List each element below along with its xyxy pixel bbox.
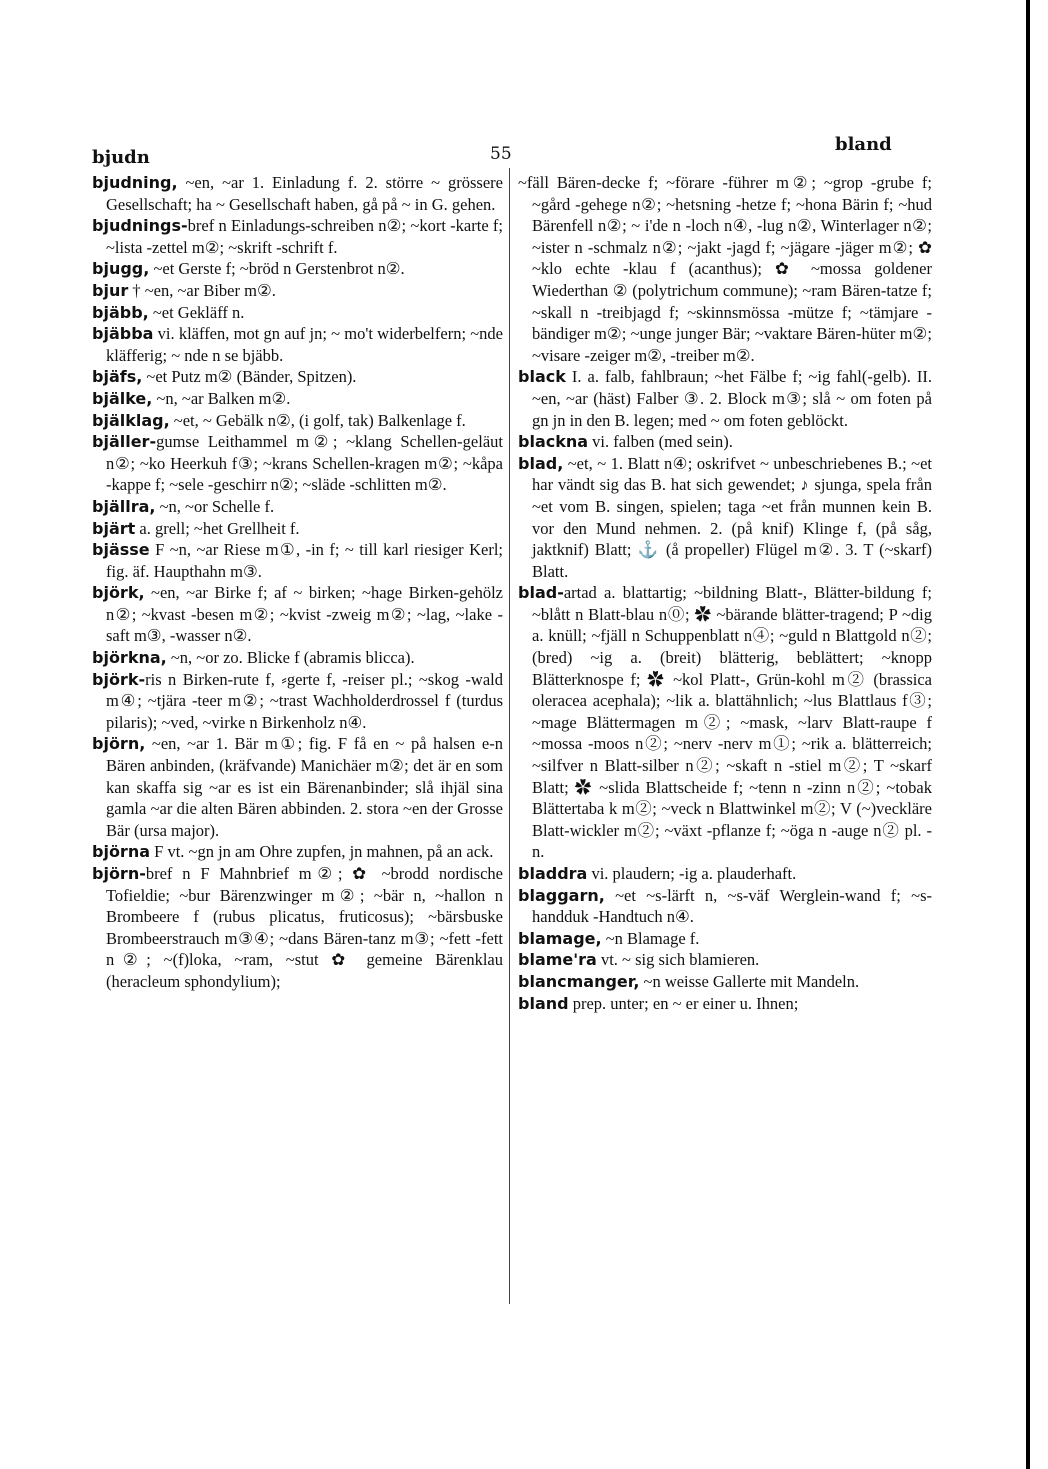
entry-headword: bjässe bbox=[92, 540, 150, 560]
entry-headword: bjur bbox=[92, 280, 129, 300]
dictionary-entry bbox=[518, 172, 932, 366]
entry-definition: artad a. blattartig; ~bildning Blatt-, Blätter-bildung f; ~blått n Blatt-blau n⓪; ✿ ~bärande blätter-tragend; P ~dig a. knüll; ~fjäll n Schuppenblatt n④; ~guld n Blattgold n②; (bred) ~ig a. (breit) blätterig, beblättert; ~knopp Blätterknospe f; ✿ ~kol Platt-, Grün-kohl m② (brassica oleracea acephala); ~lik a. blattähnlich; ~lus Blattlaus f③; ~mage Blättermagen m②; ~mask, ~larv Blatt-raupe f ~mossa -moos n②; ~nerv -nerv m①; ~rik a. blätterreich; ~silfver n Blatt-silber n②; ~skaft n -stiel m②; T ~skarf Blatt; ✿ ~slida Blattscheide f; ~tenn n -zinn n②; ~tobak Blättertaba k m②; ~veck n Blattwinkel m②; V (~)veckläre Blatt-wickler m②; ~växt -pflanze f; ~öga n -auge n② pl. -n. bbox=[532, 583, 932, 862]
dictionary-entry bbox=[92, 215, 503, 258]
entry-headword: bjäbb, bbox=[92, 302, 149, 322]
entry-definition: ~et ~s-lärft n, ~s-väf Werglein-wand f; ~s-handduk -Handtuch n④. bbox=[532, 885, 932, 927]
dictionary-entry bbox=[518, 431, 932, 453]
entry-headword: blaggarn, bbox=[518, 885, 605, 905]
right-guide-word: bland bbox=[835, 134, 892, 155]
dictionary-entry bbox=[92, 669, 503, 734]
entry-headword: blackna bbox=[518, 432, 589, 452]
page-number: 55 bbox=[490, 144, 512, 164]
entry-headword: blad- bbox=[518, 583, 564, 603]
entry-headword: blamage, bbox=[518, 928, 602, 948]
entry-definition: a. grell; ~het Grellheit f. bbox=[135, 518, 300, 538]
entry-headword: bjäfs, bbox=[92, 367, 143, 387]
dictionary-entry bbox=[92, 496, 503, 518]
entry-headword: björkna, bbox=[92, 648, 167, 668]
dictionary-entry bbox=[92, 366, 503, 388]
entry-headword: black bbox=[518, 367, 566, 387]
dictionary-entry bbox=[518, 971, 932, 993]
entry-definition: gumse Leithammel m②; ~klang Schellen-geläut n②; ~ko Heerkuh f③; ~krans Schellen-kragen m②; ~kåpa -kappe f; ~sele -geschirr n②; ~släde -schlitten m②. bbox=[106, 432, 503, 495]
entry-definition: F vt. ~gn jn am Ohre zupfen, jn mahnen, på an ack. bbox=[150, 842, 494, 862]
dictionary-entry bbox=[518, 928, 932, 950]
entry-headword: bjugg, bbox=[92, 259, 150, 279]
dictionary-entry bbox=[92, 410, 503, 432]
dictionary-entry bbox=[92, 647, 503, 669]
entry-headword: blancmanger, bbox=[518, 971, 640, 991]
entry-definition: ~fäll Bären-decke f; ~förare -führer m②; ~grop -grube f; ~gård -gehege n②; ~hetsning -hetze f; ~hona Bärin f; ~hud Bärenfell n②; ~ i'de n -loch n④, -lug n②, Winterlager n②; ~ister n -schmalz n②; ~jakt -jagd f; ~jägare -jäger m②; ✿ ~klo echte -klau f (acanthus); ✿ ~mossa goldener Wiederthan ② (polytrichum commune); ~ram Bären-tatze f; ~skall n -treibjagd f; ~skinnsmössa -mütze f; ~tämjare -bändiger m②; ~unge junger Bär; ~vaktare Bären-hüter m②; ~visare -zeiger m②, -treiber m②. bbox=[518, 173, 932, 365]
entry-definition: ~et Putz m② (Bänder, Spitzen). bbox=[142, 367, 357, 387]
entry-headword: bjäbba bbox=[92, 324, 154, 344]
entry-definition: ~et Gekläff n. bbox=[148, 302, 245, 322]
dictionary-entry bbox=[92, 302, 503, 324]
right-column bbox=[518, 172, 932, 1014]
entry-definition: vi. kläffen, mot gn auf jn; ~ mo't widerbelfern; ~nde kläfferig; ~ nde n se bjäbb. bbox=[106, 324, 503, 365]
dictionary-entry bbox=[92, 863, 503, 993]
dictionary-entry bbox=[518, 582, 932, 863]
entry-headword: bjärt bbox=[92, 518, 136, 538]
entry-definition: ~et Gerste f; ~bröd n Gerstenbrot n②. bbox=[149, 259, 405, 279]
dictionary-entry bbox=[92, 582, 503, 647]
entry-headword: bjälklag, bbox=[92, 410, 170, 430]
dictionary-entry bbox=[92, 431, 503, 496]
entry-definition: ~et, ~ 1. Blatt n④; oskrifvet ~ unbeschriebenes B.; ~et har vändt sig das B. hat sich gewendet; ♪ sjunga, spela från ~et vom B. singen, spielen; taga ~et från munnen kein B. vor den Mund nehmen. 2. (på knif) Klinge f, (på såg, jaktknif) Blatt; ⚓ (å propeller) Flügel m②. 3. T (~skarf) Blatt. bbox=[532, 453, 932, 581]
left-column bbox=[92, 172, 503, 993]
dictionary-entry bbox=[92, 841, 503, 863]
entry-definition: ~en, ~ar Birke f; af ~ birken; ~hage Birken-gehölz n②; ~kvast -besen m②; ~kvist -zweig m②; ~lag, ~lake -saft m③, -wasser n②. bbox=[106, 583, 503, 646]
dictionary-entry bbox=[518, 993, 932, 1015]
dictionary-entry bbox=[92, 323, 503, 366]
entry-definition: vt. ~ sig sich blamieren. bbox=[596, 950, 760, 970]
dictionary-entry bbox=[518, 885, 932, 928]
entry-definition: vi. plaudern; -ig a. plauderhaft. bbox=[587, 864, 797, 883]
entry-definition: I. a. falb, fahlbraun; ~het Fälbe f; ~ig fahl(-gelb). II. ~en, ~ar (häst) Falber ③. 2. Block m③; slå ~ om foten på gn jn in den B. legen; med ~ om foten geblöckt. bbox=[532, 367, 932, 430]
dictionary-entry bbox=[92, 280, 503, 302]
entry-definition: ~n, ~or Schelle f. bbox=[155, 496, 275, 516]
entry-headword: björn- bbox=[92, 864, 146, 883]
entry-definition: ~en, ~ar 1. Bär m①; fig. F få en ~ på halsen e-n Bären anbinden, (kräfvande) Manichäer m②; det är en som kan skaffa sig ~ar es ist ein Bärenanbinder; slå ihjäl sina gamla ~ar die alten Bären abbinden. 2. stora ~en der Grosse Bär (ursa major). bbox=[106, 734, 503, 840]
entry-headword: bjäller- bbox=[92, 432, 157, 452]
entry-headword: bjälke, bbox=[92, 388, 153, 408]
dictionary-entry bbox=[92, 518, 503, 540]
entry-definition: ~et, ~ Gebälk n②, (i golf, tak) Balkenlage f. bbox=[169, 410, 466, 430]
entry-headword: björn, bbox=[92, 734, 146, 754]
dictionary-entry bbox=[518, 366, 932, 431]
dictionary-entry bbox=[518, 949, 932, 971]
left-guide-word: bjudn bbox=[92, 147, 150, 168]
entry-definition: † ~en, ~ar Biber m②. bbox=[128, 280, 276, 300]
entry-definition: ~n weisse Gallerte mit Mandeln. bbox=[639, 971, 860, 991]
entry-headword: björna bbox=[92, 842, 151, 862]
entry-headword: bland bbox=[518, 993, 569, 1013]
entry-definition: vi. falben (med sein). bbox=[588, 432, 733, 452]
entry-headword: blame'ra bbox=[518, 950, 597, 970]
page-edge-border bbox=[1026, 0, 1030, 1469]
entry-definition: ~n Blamage f. bbox=[601, 928, 700, 948]
entry-definition: prep. unter; en ~ er einer u. Ihnen; bbox=[568, 993, 799, 1013]
entry-headword: bjudnings- bbox=[92, 216, 188, 236]
entry-definition: ~n, ~or zo. Blicke f (abramis blicca). bbox=[166, 648, 415, 668]
entry-headword: blad, bbox=[518, 453, 564, 473]
dictionary-entry bbox=[92, 539, 503, 582]
entry-definition: ~en, ~ar 1. Einladung f. 2. större ~ grössere Gesellschaft; ha ~ Gesellschaft haben, gå på ~ in G. gehen. bbox=[106, 173, 503, 214]
dictionary-entry bbox=[518, 453, 932, 583]
dictionary-entry bbox=[92, 733, 503, 841]
entry-headword: bjudning, bbox=[92, 173, 178, 192]
entry-headword: björk, bbox=[92, 583, 145, 603]
entry-definition: bref n F Mahnbrief m②; ✿ ~brodd nordische Tofieldie; ~bur Bärenzwinger m②; ~bär n, ~hallon n Brombeere f (rubus plicatus, fruticosus); ~bärsbuske Brombeerstrauch m③④; ~dans Bären-tanz m③; ~fett -fett n②; ~(f)loka, ~ram, ~stut ✿ gemeine Bärenklau (heracleum sphondylium); bbox=[106, 864, 503, 991]
entry-headword: björk- bbox=[92, 669, 146, 689]
entry-headword: bjällra, bbox=[92, 496, 156, 516]
dictionary-entry bbox=[92, 258, 503, 280]
entry-definition: bref n Einladungs-schreiben n②; ~kort -karte f; ~lista -zettel m②; ~skrift -schrift f. bbox=[106, 216, 503, 257]
dictionary-entry bbox=[92, 172, 503, 215]
column-divider bbox=[509, 168, 510, 1304]
dictionary-entry bbox=[518, 863, 932, 885]
entry-definition: ris n Birken-rute f, ⸗gerte f, -reiser pl.; ~skog -wald m④; ~tjära -teer m②; ~trast Wachholderdrossel f (turdus pilaris); ~ved, ~virke n Birkenholz n④. bbox=[106, 669, 503, 732]
dictionary-entry bbox=[92, 388, 503, 410]
entry-headword: bladdra bbox=[518, 864, 588, 883]
entry-definition: ~n, ~ar Balken m②. bbox=[152, 388, 291, 408]
entry-definition: F ~n, ~ar Riese m①, -in f; ~ till karl riesiger Kerl; fig. äf. Haupthahn m③. bbox=[106, 540, 503, 581]
